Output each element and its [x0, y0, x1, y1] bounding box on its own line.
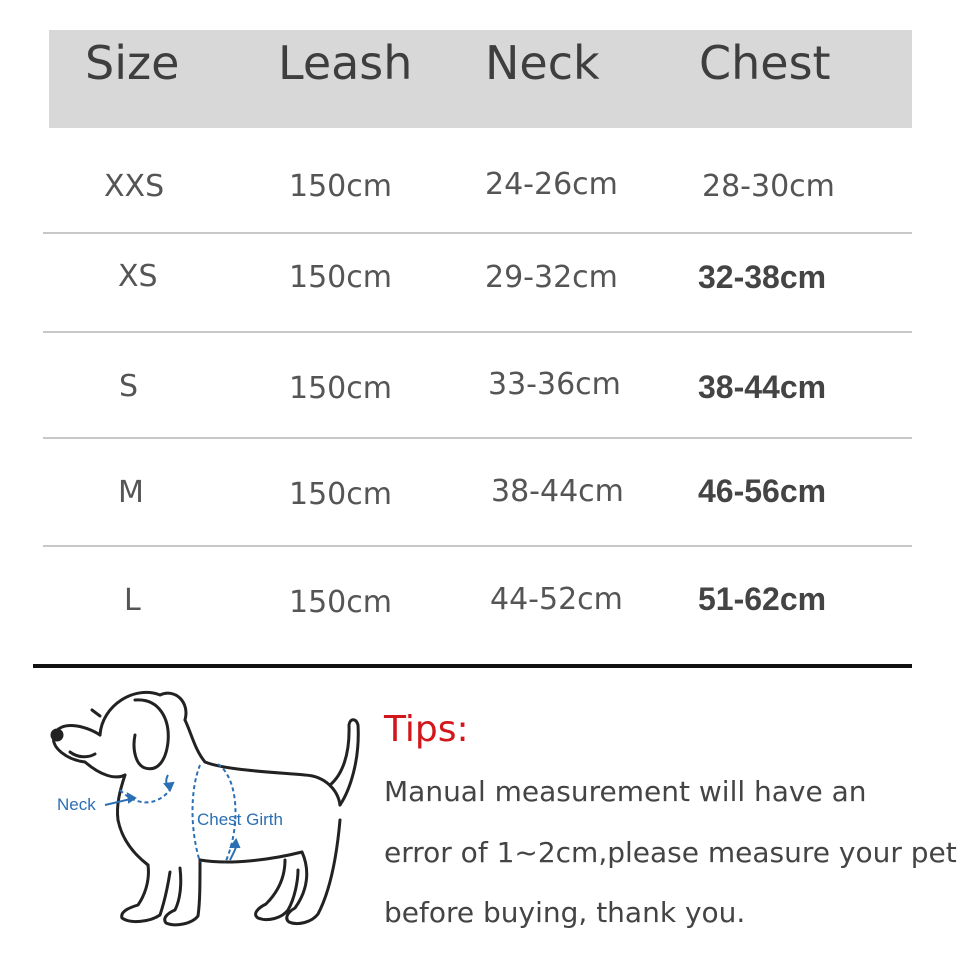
header-leash: Leash — [278, 36, 413, 90]
tips-title: Tips: — [384, 709, 469, 750]
section-divider — [33, 664, 912, 668]
row-l-leash: 150cm — [289, 585, 392, 620]
row-xs-leash: 150cm — [289, 260, 392, 295]
dog-belly — [200, 852, 302, 862]
dog-chest — [118, 820, 148, 865]
dog-measurement-illustration — [40, 680, 370, 950]
dog-neck-front — [117, 775, 125, 820]
tips-line: Manual measurement will have an — [384, 775, 867, 808]
header-chest: Chest — [699, 36, 831, 90]
row-xs-neck: 29-32cm — [485, 260, 618, 295]
neck-label: Neck — [57, 795, 96, 814]
row-s-neck: 33-36cm — [488, 367, 621, 402]
row-xxs-size: XXS — [104, 169, 165, 204]
row-xxs-chest: 28-30cm — [702, 169, 835, 204]
row-m-leash: 150cm — [289, 477, 392, 512]
row-divider — [43, 331, 912, 333]
dog-mouth — [70, 752, 95, 757]
row-m-neck: 38-44cm — [491, 474, 624, 509]
tips-line: before buying, thank you. — [384, 896, 746, 929]
row-xs-chest: 32-38cm — [698, 259, 827, 295]
header-size: Size — [85, 36, 180, 90]
dog-ear — [134, 700, 168, 769]
neck-arrowhead-top — [165, 783, 173, 790]
header-neck: Neck — [485, 36, 600, 90]
tips-line: error of 1~2cm,please measure your pet — [384, 836, 957, 869]
row-divider — [43, 232, 912, 234]
row-l-chest: 51-62cm — [698, 581, 827, 617]
row-xs-size: XS — [118, 259, 158, 294]
row-l-size: L — [124, 583, 141, 618]
dog-muzzle — [53, 726, 125, 777]
dog-front-leg-right — [165, 860, 200, 925]
row-s-leash: 150cm — [289, 371, 392, 406]
row-s-chest: 38-44cm — [698, 369, 827, 405]
row-xxs-leash: 150cm — [289, 169, 392, 204]
row-divider — [43, 545, 912, 547]
row-l-neck: 44-52cm — [490, 582, 623, 617]
row-xxs-neck: 24-26cm — [485, 167, 618, 202]
dog-eye — [92, 710, 100, 716]
row-s-size: S — [119, 369, 139, 404]
dog-nose — [52, 730, 62, 740]
row-m-chest: 46-56cm — [698, 473, 827, 509]
row-divider — [43, 437, 912, 439]
chest-girth-label: Chest Girth — [197, 810, 283, 829]
dog-back — [185, 720, 340, 805]
dog-back-leg-right — [287, 820, 340, 924]
row-m-size: M — [118, 475, 144, 510]
dog-front-leg-left — [122, 865, 170, 922]
